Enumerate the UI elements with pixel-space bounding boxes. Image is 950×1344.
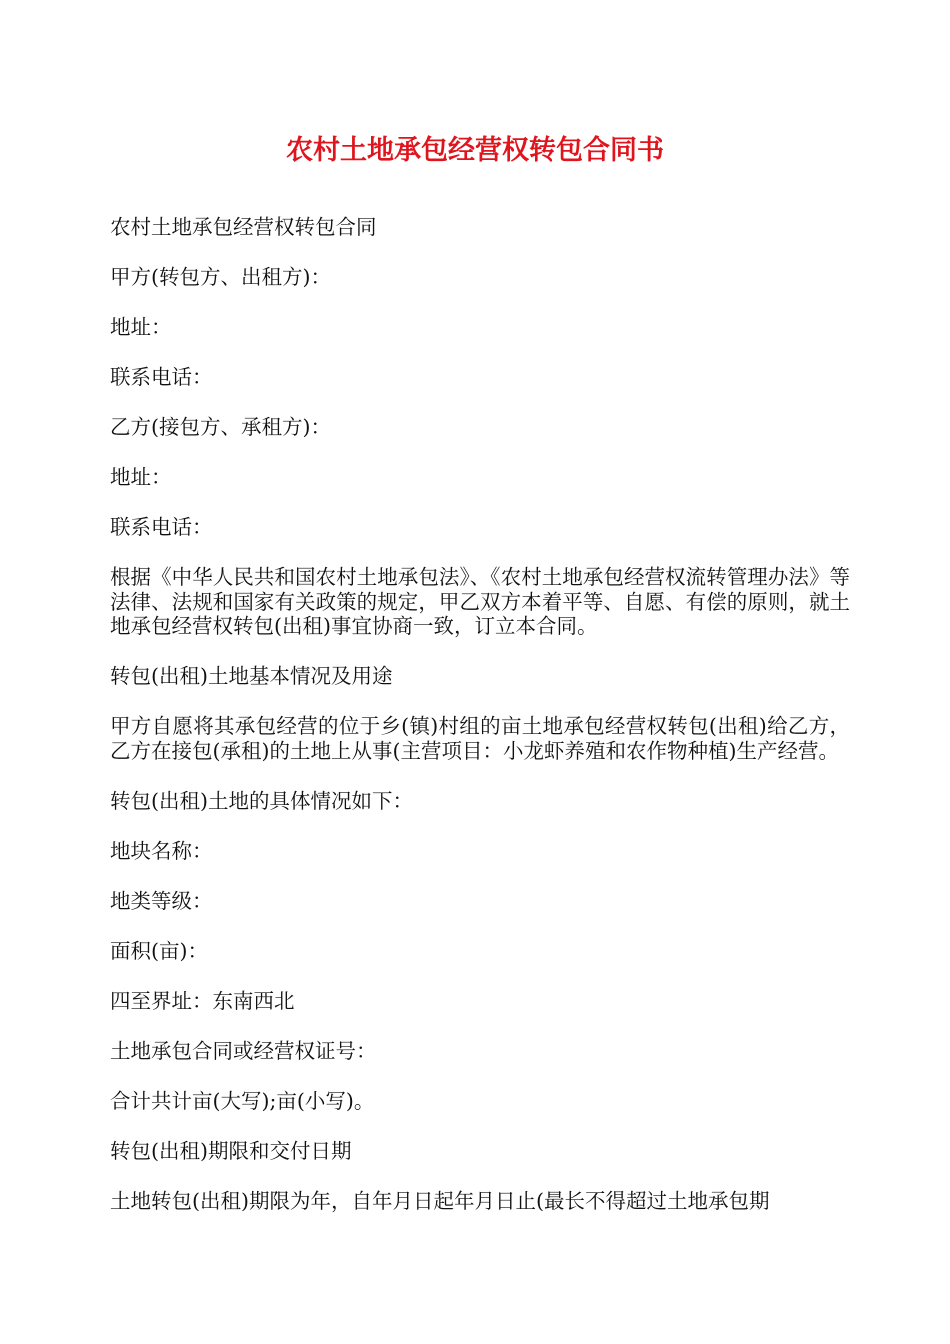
paragraph-certificate-number: 土地承包合同或经营权证号：: [110, 1038, 377, 1063]
paragraph-boundaries: 四至界址：东南西北: [110, 988, 295, 1013]
paragraph-party-b: 乙方(接包方、承租方)：: [110, 415, 331, 439]
paragraph-land-details-intro: 转包(出租)土地的具体情况如下：: [110, 788, 413, 813]
paragraph-party-b-phone: 联系电话：: [110, 515, 213, 539]
paragraph-total-area: 合计共计亩(大写);亩(小写)。: [110, 1088, 375, 1113]
document-title: 农村土地承包经营权转包合同书: [286, 135, 664, 166]
paragraph-party-a-phone: 联系电话：: [110, 365, 213, 389]
paragraph-land-transfer: 甲方自愿将其承包经营的位于乡(镇)村组的亩土地承包经营权转包(出租)给乙方，乙方在接包(承租)的土地上从事(主营项目：小龙虾养殖和农作物种植)生产经营。: [110, 714, 850, 763]
paragraph-party-a-address: 地址：: [110, 315, 172, 339]
document-body: [110, 215, 850, 1239]
paragraph-legal-basis: 根据《中华人民共和国农村土地承包法》、《农村土地承包经营权流转管理办法》等法律、法规和国家有关政策的规定，甲乙双方本着平等、自愿、有偿的原则，就土地承包经营权转包(出租)事宜协商一致，订立本合同。: [110, 565, 850, 638]
paragraph-party-b-address: 地址：: [110, 465, 172, 489]
paragraph-contract-heading: 农村土地承包经营权转包合同: [110, 215, 377, 239]
paragraph-section-term: 转包(出租)期限和交付日期: [110, 1138, 352, 1163]
paragraph-party-a: 甲方(转包方、出租方)：: [110, 265, 331, 289]
paragraph-plot-name: 地块名称：: [110, 838, 213, 863]
paragraph-term-details: 土地转包(出租)期限为年，自年月日起年月日止(最长不得超过土地承包期: [110, 1188, 770, 1213]
paragraph-land-grade: 地类等级：: [110, 888, 213, 913]
paragraph-section-land-info: 转包(出租)土地基本情况及用途: [110, 664, 393, 688]
paragraph-area: 面积(亩)：: [110, 938, 208, 963]
